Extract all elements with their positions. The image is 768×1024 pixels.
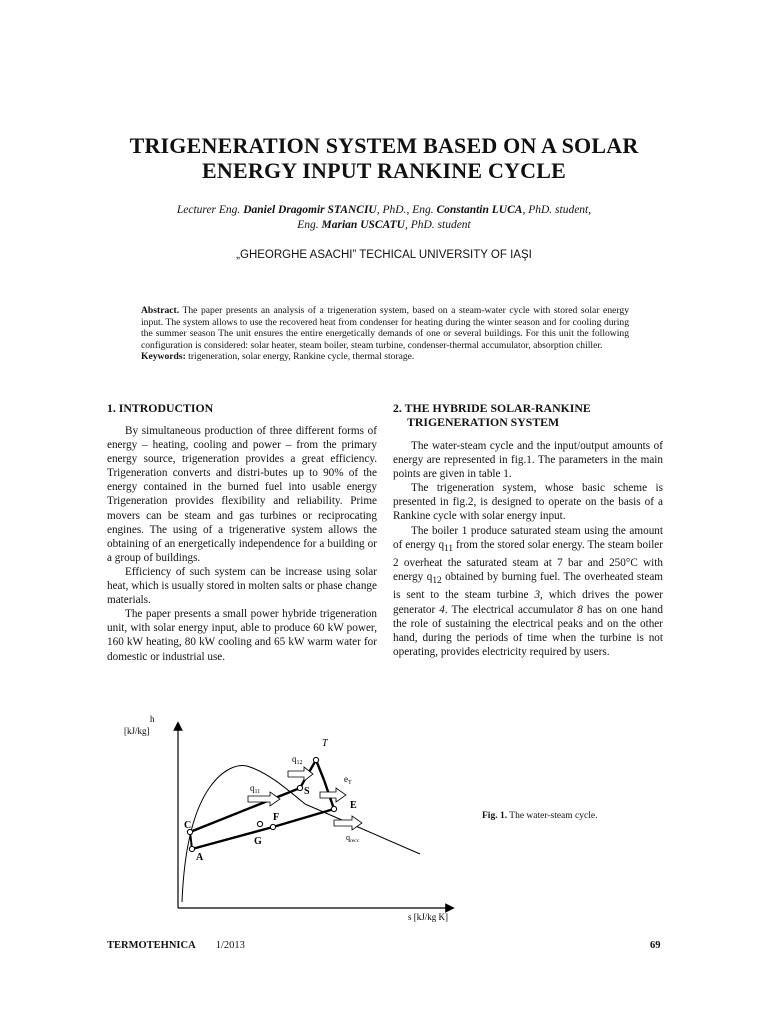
author-name-2: Constantin LUCA bbox=[436, 204, 523, 216]
abstract bbox=[141, 305, 629, 363]
title-line-2: ENERGY INPUT RANKINE CYCLE bbox=[202, 158, 566, 183]
affiliation: „GHEORGHE ASACHI” TECHICAL UNIVERSITY OF IAŞI bbox=[236, 249, 532, 261]
q12-label: $q_{12}$ bbox=[292, 754, 303, 766]
footer-journal bbox=[107, 940, 245, 951]
label-S: S bbox=[304, 786, 310, 797]
intro-paragraph-1: By simultaneous production of three different forms of energy – heating, cooling and power – from the primary energy source, trigeneration provides a great efficiency. Trigeneration converts and distri-butes up to 90% of the energy contained in the burned fuel into usable energy Trigeneration provides flexibility and reliability. Prime movers can be steam and gas turbines or reciprocating engines. The using of a trigenerative system allows the obtaining of an energetically independence for a building or a group of buildings. bbox=[107, 425, 377, 564]
title-line-1: TRIGENERATION SYSTEM BASED ON A SOLAR bbox=[129, 133, 639, 158]
section2-paragraph-2: The trigeneration system, whose basic scheme is presented in fig.2, is designed to operate on the basis of a Rankine cycle with solar energy input. bbox=[393, 482, 663, 523]
text-run: The boiler 1 produce saturated steam using the amount of energy q bbox=[393, 524, 663, 551]
label-E: E bbox=[350, 800, 357, 811]
x-axis-label: s [kJ/kg K] bbox=[408, 912, 448, 922]
y-axis-label-unit: [kJ/kg] bbox=[124, 726, 150, 736]
authors-line-1 bbox=[60, 203, 708, 218]
qrec-label: $q_{recc}$ bbox=[346, 833, 360, 844]
text-run: has on one hand the role of sustaining the electrical peaks and on the other hand, during the periods of time when the turbine is not operating, provides electricity required by users. bbox=[393, 603, 663, 658]
caption-label: Fig. 1. bbox=[482, 811, 508, 821]
section2-paragraph-1: The water-steam cycle and the input/output amounts of energy are represented in fig.1. The parameters in the main points are given in table 1. bbox=[393, 440, 663, 481]
component-number: 8 bbox=[577, 603, 583, 616]
intro-paragraph-2: Efficiency of such system can be increase using solar heat, which is usually stored in molten salts or phase change materials. bbox=[107, 565, 377, 607]
keywords-text: trigeneration, solar energy, Rankine cycle, thermal storage. bbox=[185, 351, 415, 363]
section2-paragraph-3 bbox=[393, 524, 663, 659]
eT-label: $e_T$ bbox=[344, 774, 352, 786]
text-run: , which drives the power generator bbox=[393, 589, 663, 616]
eT-arrow bbox=[320, 788, 346, 802]
point-A bbox=[189, 846, 194, 851]
text-run: from the stored solar energy. The steam boiler 2 overheat the saturated steam at 7 bar and 250°C with energy q bbox=[393, 538, 663, 584]
author-prefix: Lecturer Eng. bbox=[176, 204, 244, 216]
q11-arrow bbox=[248, 792, 280, 806]
saturation-curve bbox=[182, 766, 305, 902]
water-steam-cycle-diagram bbox=[120, 712, 460, 932]
paper-title bbox=[60, 133, 708, 183]
heading-line-2: TRIGENERATION SYSTEM bbox=[407, 415, 560, 429]
q11-label: $q_{11}$ bbox=[250, 783, 261, 795]
label-G: G bbox=[254, 836, 262, 847]
page-number: 69 bbox=[650, 940, 661, 951]
component-number: 4 bbox=[439, 603, 445, 616]
author-prefix: Eng. bbox=[297, 219, 322, 231]
right-column bbox=[393, 401, 663, 659]
cycle-line-C-S bbox=[190, 788, 300, 832]
point-F bbox=[257, 821, 262, 826]
journal-issue: 1/2013 bbox=[215, 940, 245, 951]
subscript: 12 bbox=[432, 576, 442, 587]
keywords-label: Keywords: bbox=[141, 351, 186, 363]
heading-line-1: 2. THE HYBRIDE SOLAR-RANKINE bbox=[393, 401, 591, 415]
point-T bbox=[313, 757, 318, 762]
subscript: 11 bbox=[444, 543, 454, 554]
section-heading-introduction: 1. INTRODUCTION bbox=[107, 401, 214, 415]
author-suffix: , PhD. student bbox=[404, 219, 471, 231]
point-S bbox=[297, 785, 302, 790]
caption-text: The water-steam cycle. bbox=[507, 811, 598, 821]
y-axis-label-h: h bbox=[150, 714, 155, 724]
text-run: obtained by burning fuel. The overheated steam is sent to the steam turbine bbox=[393, 571, 663, 602]
author-suffix: , PhD., Eng. bbox=[376, 204, 437, 216]
abstract-text: The paper presents an analysis of a trigeneration system, based on a steam-water cycle with stored solar energy input. The system allows to use the recovered heat from condenser for heating during the winter season and for cooling during the summer season The unit ensures the entire energetically demands of one or several buildings. For this unit the following configuration is considered: solar heater, steam boiler, steam turbine, condenser-thermal accumulator, absorption chiller. bbox=[141, 305, 629, 351]
q12-arrow bbox=[288, 767, 313, 781]
author-suffix: , PhD. student, bbox=[522, 204, 592, 216]
label-F: F bbox=[273, 812, 280, 823]
label-T: T bbox=[322, 738, 328, 749]
component-number: 3 bbox=[534, 589, 541, 602]
point-E bbox=[331, 806, 336, 811]
text-run: . The electrical accumulator bbox=[444, 603, 578, 616]
left-column bbox=[107, 401, 377, 664]
author-name-1: Daniel Dragomir STANCIU bbox=[243, 204, 377, 216]
point-G bbox=[270, 824, 275, 829]
author-name-3: Marian USCATU bbox=[321, 219, 405, 231]
label-C: C bbox=[184, 820, 192, 831]
authors-line-2 bbox=[60, 218, 708, 233]
author-list bbox=[60, 203, 708, 233]
journal-name: TERMOTEHNICA bbox=[107, 940, 196, 951]
abstract-label: Abstract. bbox=[141, 305, 180, 316]
section-heading-hybride bbox=[393, 401, 663, 429]
intro-paragraph-3: The paper presents a small power hybride trigeneration unit, with solar energy input, able to produce 60 kW power, 160 kW heating, 80 kW cooling and 65 kW warm water for domestic or industrial use. bbox=[107, 608, 377, 663]
label-A: A bbox=[196, 852, 204, 863]
figure-caption bbox=[482, 811, 597, 821]
